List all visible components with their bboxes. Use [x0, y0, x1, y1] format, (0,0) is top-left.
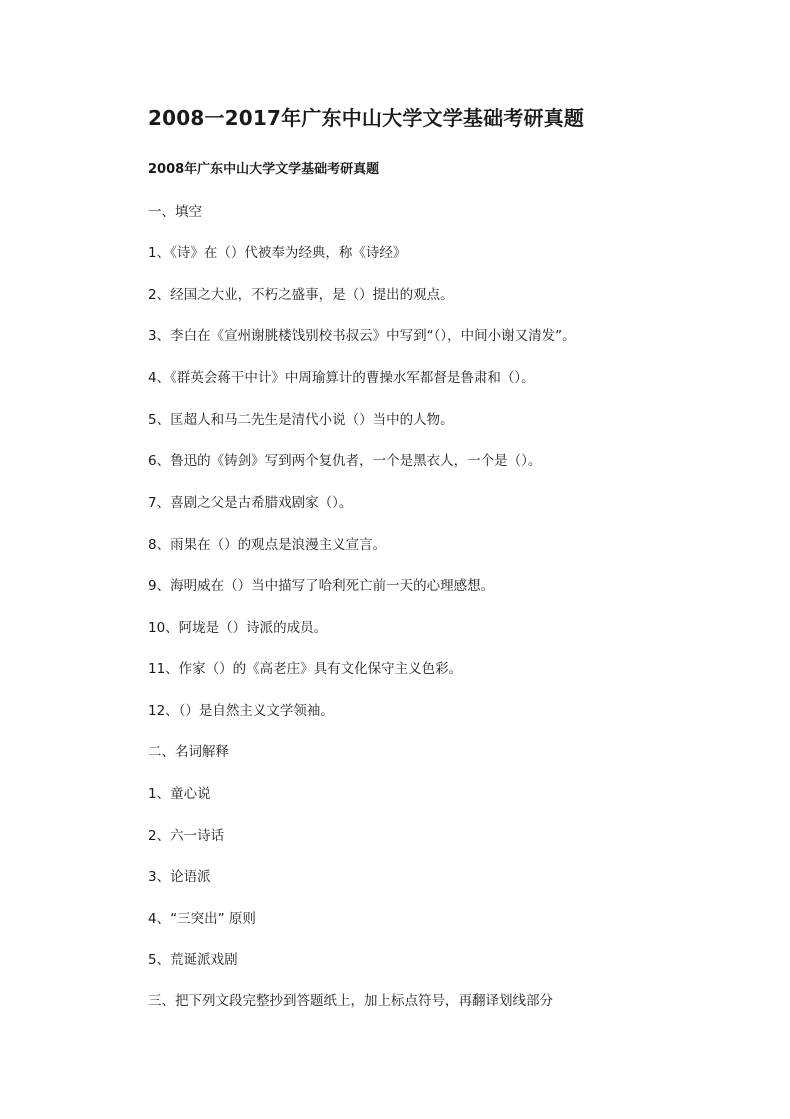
- section-heading-fill-blank: 一、填空: [148, 204, 202, 220]
- term-item: 2、六一诗话: [148, 828, 225, 844]
- section-heading-terms: 二、名词解释: [148, 744, 229, 760]
- term-item: 5、荒诞派戏剧: [148, 952, 238, 968]
- term-item: 4、“三突出” 原则: [148, 911, 256, 927]
- term-item: 1、童心说: [148, 786, 211, 802]
- question-item: 6、鲁迅的《铸剑》写到两个复仇者，一个是黑衣人，一个是（）。: [148, 453, 542, 469]
- question-item: 8、雨果在（）的观点是浪漫主义宣言。: [148, 537, 387, 553]
- question-item: 1、《诗》在（）代被奉为经典，称《诗经》: [148, 245, 407, 261]
- question-item: 3、李白在《宣州谢朓楼饯别校书叔云》中写到“（），中间小谢又清发”。: [148, 328, 576, 344]
- term-item: 3、论语派: [148, 869, 211, 885]
- question-item: 10、阿垅是（）诗派的成员。: [148, 620, 328, 636]
- question-item: 11、作家（）的《高老庄》具有文化保守主义色彩。: [148, 661, 463, 677]
- question-item: 7、喜剧之父是古希腊戏剧家（）。: [148, 495, 353, 511]
- question-item: 5、匡超人和马二先生是清代小说（）当中的人物。: [148, 412, 454, 428]
- question-item: 12、（）是自然主义文学领袖。: [148, 703, 334, 719]
- question-item: 2、经国之大业，不朽之盛事，是（）提出的观点。: [148, 287, 454, 303]
- document-subtitle: 2008年广东中山大学文学基础考研真题: [148, 162, 380, 177]
- question-item: 4、《群英会蒋干中计》中周瑜算计的曹操水军都督是鲁肃和（）。: [148, 370, 535, 386]
- section-heading-punctuation: 三、把下列文段完整抄到答题纸上，加上标点符号，再翻译划线部分: [148, 993, 553, 1009]
- document-title: 2008一2017年广东中山大学文学基础考研真题: [148, 106, 585, 130]
- question-item: 9、海明威在（）当中描写了哈利死亡前一天的心理感想。: [148, 578, 495, 594]
